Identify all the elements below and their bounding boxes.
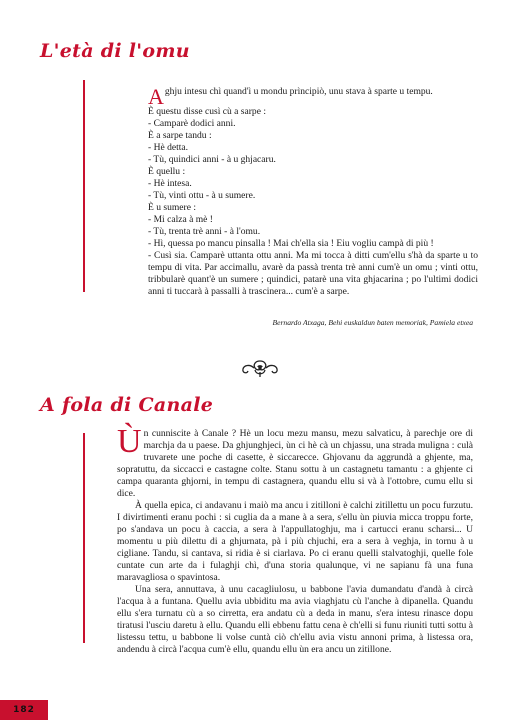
accent-rule bbox=[83, 80, 85, 292]
poem-lines bbox=[148, 106, 478, 250]
poem-line: ghju intesu chì quand'ì u mondu prìncipiò, unu stava à sparte u tempu. bbox=[164, 86, 433, 97]
poem-line: - Hè intesa. bbox=[148, 178, 192, 189]
poem-line: - Camparè dodici anni. bbox=[148, 118, 236, 129]
page-number: 182 bbox=[0, 700, 48, 720]
drop-cap: Ù bbox=[117, 423, 142, 460]
story-paragraph: À quella epica, ci andavanu i maiò ma ancu i zitilloni è calchi zitillettu un pocu furzutu. I divirtimenti eranu pochi : si cuglia da a mane à a sera, s'ellu ùn piuvia micca troppu forte, po s'andava un pocu à caccia, a sera à l'appullatoghju, ma i cartucci eranu scharsi... U momentu u più dilettu di a ghjurnata, pà i più chjuchi, era a sera à veghja, in tornu à u cigliane. Tandu, si cantava, si ridia è si ciarlava. Po ci eranu quelli stalvatoghji, quelle fole cuntate cun arte da i fulaghji chì, d'una storia qualunque, vi ne sapianu fà una funa maravagliosa o spavintosa. bbox=[117, 500, 473, 583]
poem-line: - Mi calza à mè ! bbox=[148, 214, 213, 225]
poem-line: - Tù, vinti ottu - à u sumere. bbox=[148, 190, 256, 201]
poem-line: È a sarpe tandu : bbox=[148, 130, 212, 141]
story-text bbox=[117, 423, 473, 656]
poem-text bbox=[148, 86, 478, 298]
story-paragraph-text: n cunniscite à Canale ? Hè un locu mezu mansu, mezu salvaticu, à parechje ore di marchja da u paese. Da ghjunghjeci, ùn ci hè cà un chjassu, una strada muligna : culà truvarete une poche di casette, è siccarecce. Ghjovanu da aggrundà a ghjente, ma, sopratuttu, da siccacci e castagne colte. Stanu sottu à un castagnetu tamantu : a ghjente ci campa quaranta ghjorni, in tempu di castagnera, quandu ellu si và à l'ottobre, cumu ellu si dice. bbox=[117, 428, 473, 499]
story-paragraph: Una sera, annuttava, à unu cacagliulosu, u babbone l'avia dumandatu d'andà à circà l'acqua à a funtana. Quellu avia ubbiditu ma avia viaghjatu cù l'anche à dipanella. Quandu ellu s'era turnatu cù a so cirretta, era andatu cù a deda in manu, s'era intesu rinasce dopu tiratusi l'usciu daretu à ellu. Quandu elli ebbenu fattu cena è ch'elli si funu riuniti tutti sottu à listessu tettu, u babbone li volse cuntà ciò ch'ellu avia vistu annoni prima, à listessa ora, andendu à circà l'acqua cum'è ellu, quandu ellu ùn era ancu un zitillone. bbox=[117, 584, 473, 655]
ornament-flourish-icon bbox=[238, 357, 282, 379]
section-title: L'età di l'omu bbox=[40, 40, 190, 62]
poem-line: È quellu : bbox=[148, 166, 186, 177]
poem-line: È u sumere : bbox=[148, 202, 196, 213]
section-title: A fola di Canale bbox=[40, 394, 214, 416]
drop-cap: A bbox=[148, 84, 164, 109]
attribution: Bernardo Atxaga, Behi euskaldun baten memoriak, Pamiela etxea bbox=[272, 318, 473, 327]
poem-line: È questu disse cusì cù a sarpe : bbox=[148, 106, 266, 117]
poem-line: - Hì, quessa po mancu pinsalla ! Mai ch'ella sia ! Eiu vogliu campà di più ! bbox=[148, 238, 434, 249]
story-paragraph bbox=[117, 423, 473, 500]
poem-line: - Hè detta. bbox=[148, 142, 189, 153]
poem-final-paragraph: - Cusì sia. Camparè uttanta ottu anni. Ma mi tocca à ditti cum'ellu s'hà da sparte u to tempu di vita. Par accimallu, avarè da passà trenta trè anni cum'è un omu ; vinti ottu, tribbularè quant'è un sumere ; quindici, patarè una vita ghjacarina ; po l'ultimi dodici anni ti tuccarà à passalli à trascinera... cum'è a sarpe. bbox=[148, 250, 478, 297]
poem-line: - Tù, quindici anni - à u ghjacaru. bbox=[148, 154, 276, 165]
poem-line: - Tù, trenta trè anni - à l'omu. bbox=[148, 226, 261, 237]
accent-rule bbox=[83, 433, 85, 643]
